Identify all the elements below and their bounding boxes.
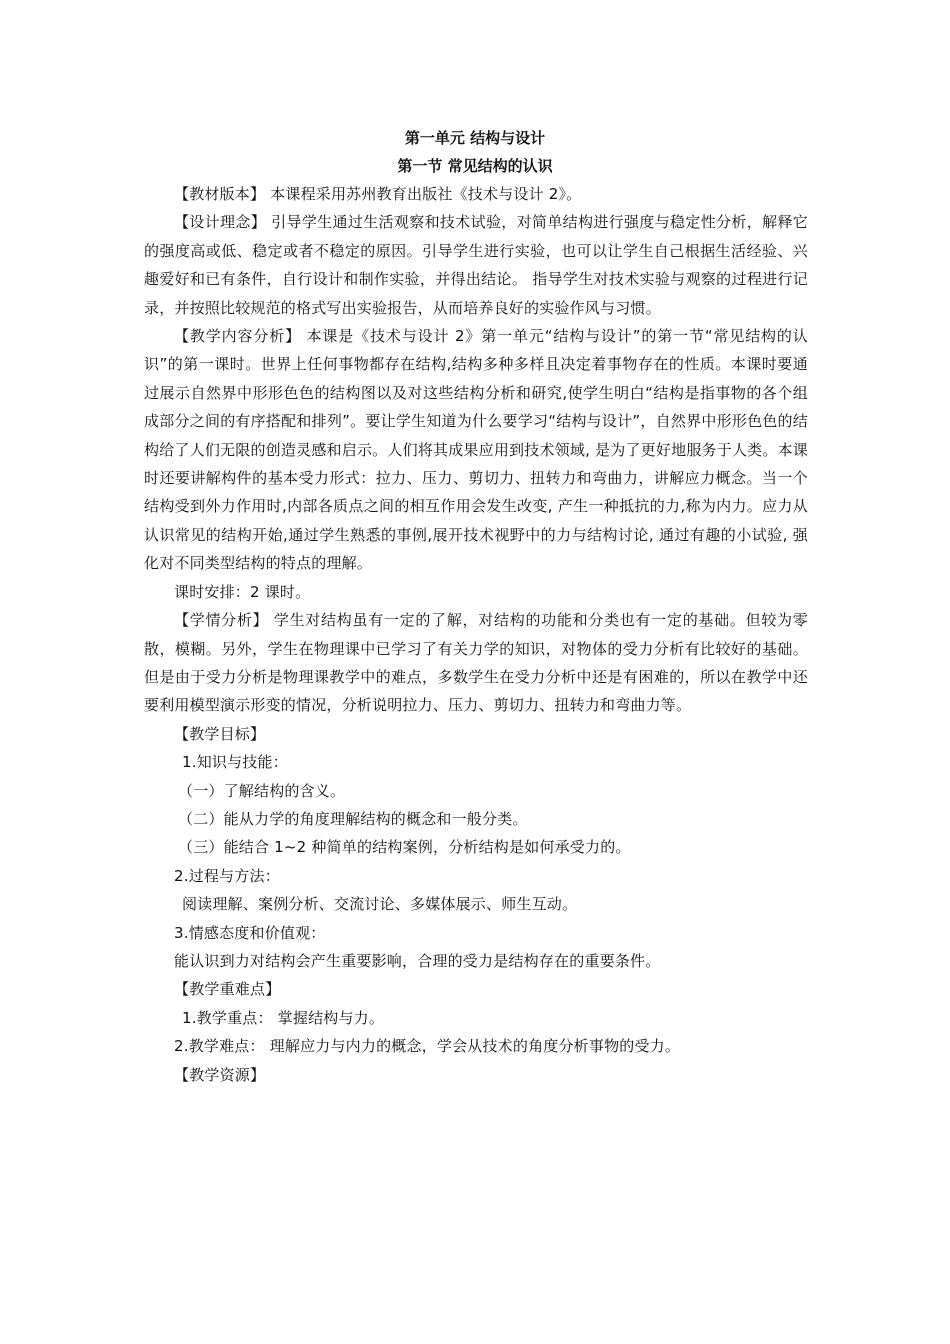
section-title: 第一节 常见结构的认识 — [397, 157, 553, 175]
content-analysis-paragraph: 【教学内容分析】 本课是《技术与设计 2》第一单元“结构与设计”的第一节“常见结构的认识”的第一课时。世界上任何事物都存在结构,结构多种多样且决定着事物存在的性质。本课时要通过展示自然界中形形色色的结构图以及对这些结构分析和研究,使学生明白“结构是指事物的各个组成部分之间的有序搭配和排列”。要让学生知道为什么要学习“结构与设计”，自然界中形形色色的结构给了人们无限的创造灵感和启示。人们将其成果应用到技术领域, 是为了更好地服务于人类。本课时还要讲解构件的基本受力形式：拉力、压力、剪切力、扭转力和弯曲力，讲解应力概念。当一个结构受到外力作用时,内部各质点之间的相互作用会发生改变, 产生一种抵抗的力,称为内力。应力从认识常见的结构开始,通过学生熟悉的事例,展开技术视野中的力与结构讨论, 通过有趣的小试验, 强化对不同类型结构的特点的理解。 — [144, 327, 808, 573]
document-body — [144, 180, 808, 1089]
schedule-line: 课时安排：2 课时。 — [174, 582, 311, 601]
keypoint-difficulty: 2.教学难点： 理解应力与内力的概念，学会从技术的角度分析事物的受力。 — [174, 1037, 681, 1056]
goals-heading: 【教学目标】 — [174, 724, 266, 743]
keypoints-heading: 【教学重难点】 — [174, 980, 281, 999]
design-concept-paragraph: 【设计理念】 引导学生通过生活观察和技术试验，对简单结构进行强度与稳定性分析，解释它的强度高或低、稳定或者不稳定的原因。引导学生进行实验，也可以让学生自己根据生活经验、兴趣爱好和已有条件，自行设计和制作实验，并得出结论。 指导学生对技术实验与观察的过程进行记录，并按照比较规范的格式写出实验报告，从而培养良好的实验作风与习惯。 — [144, 213, 808, 317]
goal-item-2: （二）能从力学的角度理解结构的概念和一般分类。 — [178, 809, 528, 828]
goal-process-methods: 2.过程与方法： — [174, 866, 280, 885]
keypoint-focus: 1.教学重点： 掌握结构与力。 — [182, 1008, 385, 1027]
goal-knowledge-skills: 1.知识与技能： — [182, 753, 288, 772]
goal-item-1: （一）了解结构的含义。 — [178, 781, 346, 800]
goal-attitude-values: 3.情感态度和价值观： — [174, 923, 326, 942]
goal-process-text: 阅读理解、案例分析、交流讨论、多媒体展示、师生互动。 — [182, 895, 578, 914]
resources-heading: 【教学资源】 — [174, 1065, 266, 1084]
textbook-paragraph: 【教材版本】 本课程采用苏州教育出版社《技术与设计 2》。 — [174, 185, 582, 203]
goal-attitude-text: 能认识到力对结构会产生重要影响，合理的受力是结构存在的重要条件。 — [174, 951, 661, 970]
goal-item-3: （三）能结合 1~2 种简单的结构案例，分析结构是如何承受力的。 — [178, 838, 631, 857]
student-analysis-paragraph: 【学情分析】 学生对结构虽有一定的了解，对结构的功能和分类也有一定的基础。但较为零散，模糊。另外，学生在物理课中已学习了有关力学的知识，对物体的受力分析有比较好的基础。但是由于受力分析是物理课教学中的难点，多数学生在受力分析中还是有困难的，所以在教学中还要利用模型演示形变的情况，分析说明拉力、压力、剪切力、扭转力和弯曲力等。 — [144, 611, 808, 715]
unit-title: 第一单元 结构与设计 — [404, 129, 546, 147]
